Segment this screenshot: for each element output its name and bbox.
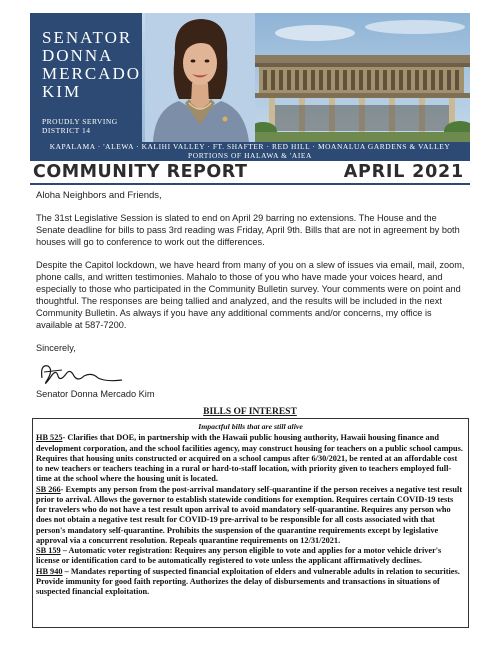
report-title-bar <box>30 161 470 185</box>
report-title: COMMUNITY REPORT <box>33 162 248 182</box>
bill-item <box>36 567 465 598</box>
bill-id: SB 266 <box>36 484 61 494</box>
district-label <box>42 117 142 135</box>
bill-text: - Clarifies that DOE, in partnership with the Hawaii public housing authority, Hawaii housing finance and development corporation, and the school facilities agency, may construct housing for teachers on a public school campus. Requires that housing units constructed or acquired on a school campus after 6/30/2021, be rented at an affordable cost to new teachers or teachers teaching in a rural or hard-to-staff location, with priority given to teachers employed full-time at the school where the housing unit is located. <box>36 433 463 484</box>
bill-text: – Automatic voter registration: Requires any person eligible to vote and applies for a motor vehicle driver's license or identification card to be automatically registered to vote unless the applicant affirmatively declines. <box>36 546 442 566</box>
bills-box <box>32 418 469 628</box>
bill-text: - Exempts any person from the post-arrival mandatory self-quarantine if the person receives a negative test result prior to arrival. Allows the governor to establish statewide conditions for exemption. Requires certain COVID-19 tests for travelers who do not have a test result upon arrival to avoid mandatory self-quarantine. Requires any person who does not obtain a negative test result for COVID-19 pre-arrival to be responsible for all costs associated with that person's mandatory self-quarantine. Prohibits the suspension of the quarantine requirements except by legislative approval via a concurrent resolution. Repeals quarantine requirements on 12/31/2021. <box>36 484 463 545</box>
bill-item <box>36 546 465 567</box>
bill-id: HB 940 <box>36 566 63 576</box>
bill-item <box>36 433 465 484</box>
greeting: Aloha Neighbors and Friends, <box>36 190 162 201</box>
bill-id: HB 525 <box>36 433 63 443</box>
capitol-building-image <box>255 13 470 142</box>
signer-name: Senator Donna Mercado Kim <box>36 389 155 399</box>
name-line-2: DONNA <box>42 46 114 65</box>
neighborhoods-line-1: KAPALAMA · 'ALEWA · KALIHI VALLEY · FT. SHAFTER · RED HILL · MOANALUA GARDENS & VALLEY <box>49 142 451 151</box>
name-line-1: SENATOR <box>42 28 133 47</box>
neighborhoods-line-2: PORTIONS OF HALAWA & 'AIEA <box>188 150 312 160</box>
senator-name <box>42 29 142 101</box>
bill-text: – Mandates reporting of suspected financial exploitation of elders and vulnerable adults in relation to securities. Provide immunity for good faith reporting. Authorizes the delay of disbursements and transactions in situations of suspected financial exploitation. <box>36 566 460 596</box>
letter-paragraph-1: The 31st Legislative Session is slated to end on April 29 barring no extensions. The House and the Senate deadline for bills to pass 3rd reading was Friday, April 9th. Bills that are not in agreement by both houses will go to conference to work out the differences. <box>36 213 460 247</box>
name-panel <box>30 13 142 142</box>
name-line-4: KIM <box>42 82 82 101</box>
district-line-2: DISTRICT 14 <box>42 126 91 135</box>
senator-portrait-image <box>145 13 255 142</box>
bill-item <box>36 485 465 547</box>
bill-id: SB 159 <box>36 546 61 555</box>
letter-paragraph-2: Despite the Capitol lockdown, we have heard from many of you on a slew of issues via email, mail, zoom, phone calls, and written testimonies. Mahalo to those of you who have made your voices heard, and especially to those who participated in the Community Bulletin survey. Your comments were on point and thoughtful. The responses are being tallied and analyzed, and the results will be included in the next Community Bulletin. As always if you have any additional comments and/or concerns, my office is available at 587-7200. <box>36 260 465 330</box>
header-banner <box>30 13 470 142</box>
bills-heading: BILLS OF INTEREST <box>203 407 297 417</box>
closing: Sincerely, <box>36 343 76 353</box>
bills-subheading: Impactful bills that are still alive <box>198 422 303 431</box>
name-line-3: MERCADO <box>42 64 142 83</box>
district-line-1: PROUDLY SERVING <box>42 117 118 126</box>
letter-body <box>36 190 468 400</box>
neighborhoods-strip <box>30 142 470 161</box>
handwritten-signature <box>36 358 468 388</box>
report-date: APRIL 2021 <box>343 162 464 182</box>
